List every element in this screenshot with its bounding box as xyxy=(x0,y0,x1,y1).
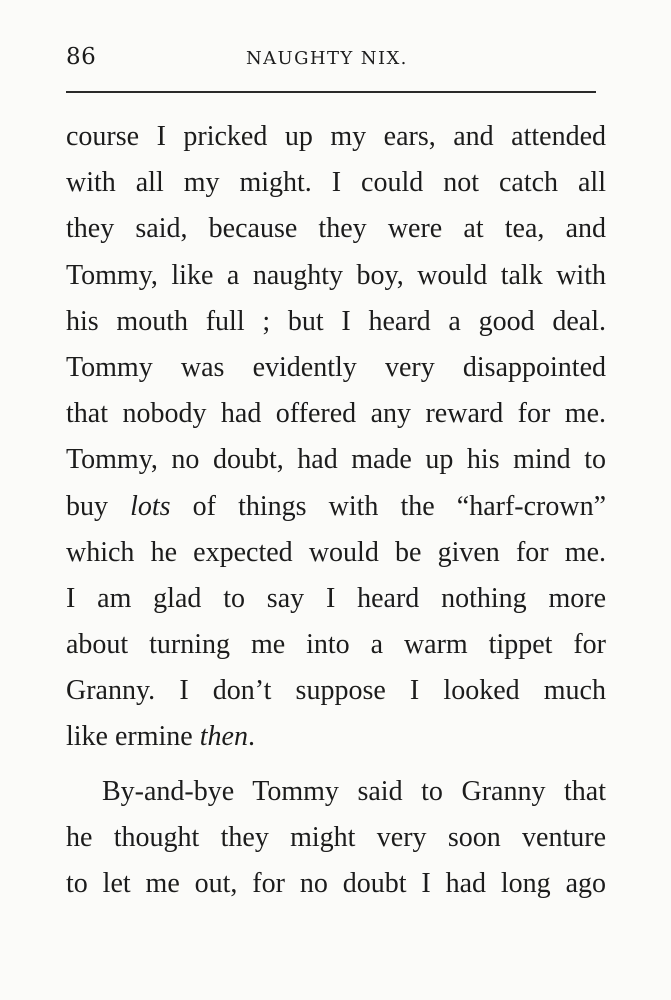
running-title: NAUGHTY NIX. xyxy=(246,48,408,69)
page-header xyxy=(66,44,598,76)
text-line: about turning me into a warm tippet for xyxy=(66,629,606,661)
text-line xyxy=(66,714,606,760)
italic-text: lots xyxy=(130,490,171,522)
body-text xyxy=(66,114,606,907)
text-run: buy xyxy=(66,490,131,522)
text-run: like ermine xyxy=(66,721,200,753)
text-line: which he expected would be given for me. xyxy=(66,536,606,568)
text-line: course I pricked up my ears, and attended xyxy=(66,121,606,152)
text-line: with all my might. I could not catch all xyxy=(66,167,606,199)
text-run: of things with the “harf-crown” xyxy=(170,490,606,522)
text-line: Granny. I don’t suppose I looked much xyxy=(66,675,606,707)
text-line: Tommy was evidently very disappointed xyxy=(66,351,606,383)
text-line: Tommy, no doubt, had made up his mind to xyxy=(66,444,606,476)
text-line: his mouth full ; but I heard a good deal. xyxy=(66,305,606,337)
text-line xyxy=(66,484,606,530)
text-line: By-and-bye Tommy said to Granny that xyxy=(102,775,606,807)
text-line: Tommy, like a naughty boy, would talk with xyxy=(66,259,606,291)
page-number: 86 xyxy=(66,44,97,70)
text-line: I am glad to say I heard nothing more xyxy=(66,582,606,614)
text-run: . xyxy=(247,721,255,753)
text-line: he thought they might very soon venture xyxy=(66,821,606,853)
paragraph xyxy=(66,114,606,761)
text-line: that nobody had offered any reward for me. xyxy=(66,398,606,430)
text-line: they said, because they were at tea, and xyxy=(66,213,606,245)
text-line: to let me out, for no doubt I had long ago xyxy=(66,868,606,899)
paragraph-gap xyxy=(66,761,606,769)
header-rule xyxy=(66,91,596,93)
italic-text: then xyxy=(199,721,248,753)
paragraph xyxy=(66,769,606,908)
